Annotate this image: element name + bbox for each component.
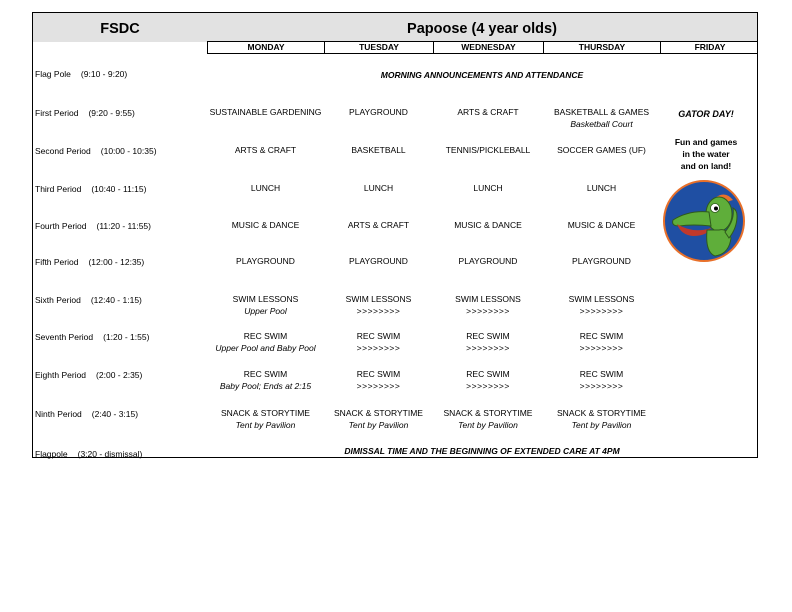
activity-name: REC SWIM: [466, 369, 510, 379]
period-time: (10:40 - 11:15): [91, 184, 147, 194]
activity-cell: [324, 330, 433, 354]
activity-name: REC SWIM: [579, 331, 624, 341]
activity-cell: [324, 219, 433, 231]
activity-name: SNACK & STORYTIME: [334, 408, 423, 418]
activity-cell: [324, 255, 433, 267]
day-header-thursday: THURSDAY: [544, 42, 661, 53]
day-header-row: [207, 41, 758, 54]
activity-name: SNACK & STORYTIME: [443, 408, 533, 418]
activity-name: SNACK & STORYTIME: [557, 408, 646, 418]
activity-cell: [433, 219, 543, 231]
activity-cell: [207, 293, 324, 317]
activity-name: ARTS & CRAFT: [347, 220, 410, 230]
day-header-tuesday: TUESDAY: [325, 42, 434, 53]
activity-cell: [324, 407, 433, 431]
period-label: [35, 332, 149, 342]
activity-cell: [543, 330, 660, 354]
dismissal-banner: DIMISSAL TIME AND THE BEGINNING OF EXTENDED CARE AT 4PM: [344, 446, 620, 456]
activity-cell: [207, 368, 324, 392]
activity-location: Tent by Pavilion: [458, 420, 518, 430]
friday-note: [655, 136, 757, 172]
period-time: (12:00 - 12:35): [88, 257, 145, 267]
activity-cell: [433, 368, 543, 392]
period-time: (3:20 - dismissal): [77, 449, 143, 459]
activity-cell: [543, 182, 660, 194]
period-label: [35, 221, 151, 231]
activity-location: Tent by Pavilion: [235, 420, 296, 430]
activity-name: PLAYGROUND: [458, 256, 518, 266]
activity-cell: [543, 106, 660, 130]
period-time: (10:00 - 10:35): [100, 146, 157, 156]
continued-arrow: >>>>>>>>: [579, 381, 624, 391]
period-time: (9:10 - 9:20): [80, 69, 128, 79]
activity-cell: [207, 255, 324, 267]
activity-location: Tent by Pavilion: [348, 420, 409, 430]
activity-name: SOCCER GAMES (UF): [557, 145, 646, 155]
period-name: Ninth Period: [35, 409, 82, 419]
activity-name: PLAYGROUND: [236, 256, 295, 266]
activity-name: MUSIC & DANCE: [567, 220, 636, 230]
period-name: Second Period: [35, 146, 91, 156]
continued-arrow: >>>>>>>>: [579, 343, 624, 353]
activity-cell: [433, 182, 543, 194]
flag-pole-label: [35, 69, 127, 79]
activity-cell: [543, 293, 660, 317]
period-name: Flag Pole: [35, 69, 71, 79]
period-label: [35, 295, 142, 305]
day-header-friday: FRIDAY: [694, 42, 726, 52]
continued-arrow: >>>>>>>>: [356, 306, 401, 316]
activity-location: Upper Pool and Baby Pool: [215, 343, 316, 353]
gator-pupil: [714, 207, 718, 211]
activity-name: SNACK & STORYTIME: [221, 408, 310, 418]
activity-cell: [433, 144, 543, 156]
activity-name: REC SWIM: [243, 369, 288, 379]
period-time: (11:20 - 11:55): [96, 221, 151, 231]
period-name: Seventh Period: [35, 332, 94, 342]
activity-cell: [543, 144, 660, 156]
activity-cell: [543, 407, 660, 431]
period-time: (1:20 - 1:55): [103, 332, 150, 342]
activity-cell: [207, 330, 324, 354]
activity-name: LUNCH: [363, 183, 394, 193]
activity-name: SWIM LESSONS: [232, 294, 299, 304]
activity-name: REC SWIM: [579, 369, 624, 379]
activity-name: PLAYGROUND: [349, 256, 408, 266]
period-name: Third Period: [35, 184, 82, 194]
activity-name: ARTS & CRAFT: [457, 107, 519, 117]
activity-cell: [433, 407, 543, 431]
activity-name: BASKETBALL: [351, 145, 406, 155]
activity-cell: [324, 368, 433, 392]
period-time: (2:00 - 2:35): [96, 370, 143, 380]
activity-name: TENNIS/PICKLEBALL: [445, 145, 531, 155]
continued-arrow: >>>>>>>>: [466, 343, 510, 353]
org-title: FSDC: [100, 21, 140, 37]
activity-cell: [207, 407, 324, 431]
activity-cell: [324, 144, 433, 156]
continued-arrow: >>>>>>>>: [466, 381, 510, 391]
period-label: [35, 184, 146, 194]
period-label: [35, 108, 135, 118]
activity-name: REC SWIM: [243, 331, 288, 341]
activity-cell: [207, 219, 324, 231]
friday-note-line: and on land!: [680, 161, 732, 171]
period-name: Flagpole: [35, 449, 68, 459]
activity-name: SWIM LESSONS: [455, 294, 521, 304]
activity-cell: [433, 106, 543, 118]
continued-arrow: >>>>>>>>: [466, 306, 510, 316]
period-name: First Period: [35, 108, 79, 118]
period-time: (12:40 - 1:15): [90, 295, 142, 305]
day-header-wednesday: WEDNESDAY: [434, 42, 544, 53]
continued-arrow: >>>>>>>>: [356, 381, 401, 391]
activity-name: REC SWIM: [466, 331, 510, 341]
program-title: Papoose (4 year olds): [407, 21, 557, 37]
period-label: [35, 146, 157, 156]
activity-cell: [433, 293, 543, 317]
activity-name: SWIM LESSONS: [345, 294, 412, 304]
activity-cell: [324, 293, 433, 317]
activity-name: PLAYGROUND: [349, 107, 408, 117]
gator-mascot-icon: [663, 180, 745, 262]
activity-cell: [207, 182, 324, 194]
period-label: [35, 370, 142, 380]
activity-name: PLAYGROUND: [572, 256, 631, 266]
activity-cell: [543, 255, 660, 267]
activity-location: Upper Pool: [244, 306, 287, 316]
period-name: Fourth Period: [35, 221, 87, 231]
activity-name: SUSTAINABLE GARDENING: [209, 107, 322, 117]
activity-location: Basketball Court: [570, 119, 633, 129]
activity-cell: [207, 144, 324, 156]
activity-name: BASKETBALL & GAMES: [553, 107, 650, 117]
period-time: (9:20 - 9:55): [88, 108, 135, 118]
activity-cell: [433, 255, 543, 267]
day-header-monday: MONDAY: [208, 42, 325, 53]
activity-name: REC SWIM: [356, 369, 401, 379]
friday-note-line: in the water: [682, 149, 730, 159]
activity-cell: [324, 182, 433, 194]
schedule-sheet: [32, 12, 758, 458]
period-name: Fifth Period: [35, 257, 79, 267]
activity-name: LUNCH: [473, 183, 503, 193]
period-name: Eighth Period: [35, 370, 87, 380]
continued-arrow: >>>>>>>>: [356, 343, 401, 353]
continued-arrow: >>>>>>>>: [579, 306, 624, 316]
activity-name: ARTS & CRAFT: [234, 145, 297, 155]
period-name: Sixth Period: [35, 295, 81, 305]
morning-announcements-banner: MORNING ANNOUNCEMENTS AND ATTENDANCE: [380, 70, 584, 80]
activity-name: REC SWIM: [356, 331, 401, 341]
activity-cell: [207, 106, 324, 118]
activity-name: SWIM LESSONS: [568, 294, 635, 304]
activity-location: Tent by Pavilion: [571, 420, 632, 430]
activity-cell: [324, 106, 433, 118]
activity-name: MUSIC & DANCE: [454, 220, 522, 230]
friday-note-line: Fun and games: [674, 137, 738, 147]
period-label: [35, 257, 144, 267]
activity-name: MUSIC & DANCE: [231, 220, 300, 230]
activity-cell: [543, 219, 660, 231]
activity-cell: [543, 368, 660, 392]
activity-cell: [433, 330, 543, 354]
period-time: (2:40 - 3:15): [91, 409, 139, 419]
flagpole-end-label: [35, 449, 142, 459]
activity-location: Baby Pool; Ends at 2:15: [219, 381, 312, 391]
activity-name: LUNCH: [250, 183, 281, 193]
friday-title: GATOR DAY!: [678, 109, 734, 119]
period-label: [35, 409, 138, 419]
activity-name: LUNCH: [586, 183, 617, 193]
